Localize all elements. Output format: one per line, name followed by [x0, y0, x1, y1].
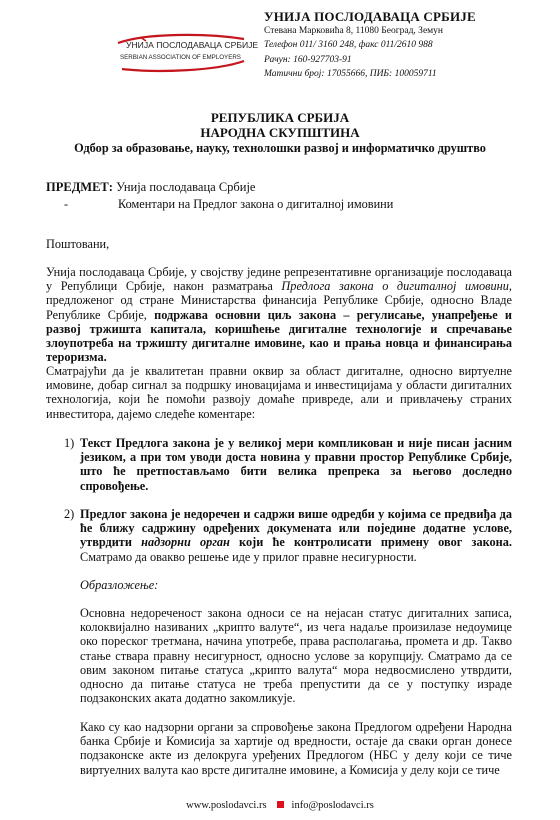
addressee-assembly: НАРОДНА СКУПШТИНА	[200, 125, 360, 140]
subject-title: Коментари на Предлог закона о дигиталној имовини	[118, 197, 394, 211]
org-name: УНИЈА ПОСЛОДАВАЦА СРБИЈЕ	[264, 9, 476, 24]
org-address: Стевана Марковића 8, 11080 Београд, Земун	[264, 26, 444, 37]
list-item-2-bold: Предлог закона је недоречен и садржи више одредби у којима се предвиђа да ће ближу садржину одређених докумената или поједине додатне услове, утврдити	[80, 507, 512, 550]
paragraph-intro	[46, 265, 512, 364]
logo-text-english: SERBIAN ASSOCIATION OF EMPLOYERS	[120, 54, 241, 61]
paragraph-intro-bold: подржава основни циљ закона – регулисање, унапређење и развој тржишта капитала, коришћење дигиталне технологије и спречавање злоупотреба на тржишту дигиталне имовине, као и прања новца и финансирања тероризма.	[46, 307, 513, 365]
list-item-1-number: 1)	[64, 436, 75, 450]
org-phone: Телефон 011/ 3160 248, факс 011/2610 988	[264, 40, 433, 51]
supervisory-body-italic: надзорни орган	[141, 535, 230, 550]
list-item-2-number: 2)	[64, 507, 75, 521]
footer-email[interactable]: info@poslodavci.rs	[291, 800, 374, 811]
greeting: Поштовани,	[46, 237, 110, 251]
list-item-2-bold-2: који ће контролисати примену овог закона.	[229, 535, 512, 550]
addressee-committee: Одбор за образовање, науку, технолошки развој и информатичко друштво	[74, 141, 486, 155]
logo-swoosh-icon	[116, 31, 248, 73]
addressee-republic: РЕПУБЛИКА СРБИЈА	[210, 110, 350, 125]
subject-line	[46, 180, 255, 195]
rationale-label: Образложење:	[80, 578, 159, 592]
logo-text-cyrillic: УНИЈА ПОСЛОДАВАЦА СРБИЈЕ	[126, 40, 259, 50]
red-square-icon	[277, 801, 284, 808]
org-ids: Матични број: 17055666, ПИБ: 100059711	[264, 68, 437, 79]
subject-label: ПРЕДМЕТ:	[46, 180, 113, 194]
organization-logo	[116, 31, 259, 73]
paragraph-context: Сматрајући да је квалитетан правни оквир за област дигиталне, односно виртуелне имовине, добар сигнал за подршку иновацијама и инвестицијама у области дигиталних технологија, који ће помоћи развоју домаће привреде, али и привлачењу страних инвеститора, дајемо следеће коментаре:	[46, 364, 512, 421]
organization-info	[264, 10, 544, 81]
paragraph-intro-text-2: предложеног од стране Министарства финансија Републике Србије, односно Владе Републике Србије,	[46, 293, 512, 322]
paragraph-intro-text: Унија послодаваца Србије, у својству једине репрезентативне организације послодаваца у Републици Србије, након разматрања	[46, 265, 512, 294]
subject-organization: Унија послодаваца Србије	[116, 180, 256, 194]
rationale-paragraph-2: Како су као надзорни органи за спровођење закона Предлогом одређени Народна банка Србије и Комисија за хартије од вредности, остаје да сваки орган донесе подзаконске акте из делокруга уређених Предлогом (НБС у делу који се тиче виртуелних валута као врсте дигиталне имовине, а Комисија у делу који се тиче	[80, 720, 512, 777]
list-item-1: Текст Предлога закона је у великој мери компликован и није писан јасним језиком, а при том уводи доста новина у правни простор Републике Србије, што ће претпостављамо бити велика препрека за његово доследно спровођење.	[80, 436, 512, 493]
footer	[0, 800, 560, 811]
rationale-paragraph-1: Основна недореченост закона односи се на нејасан статус дигиталних записа, колоквијално називаних „крипто валуте“, из чега надаље произилазе недоумице око пореског третмана, начина употребе, права располагања, промета и др. Такво стање ствара правну несигурност, односно услове за корупцију. Сматрамо да се овим законом питање статуса „крипто валута“ мора недвосмислено утврдити, односно да питање статуса не треба препустити да се у поступку израде подзаконских аката додатно закомликује.	[80, 606, 512, 706]
list-item-2-text: Сматрамо да овакво решење иде у прилог правне несигурности.	[80, 549, 417, 564]
list-item-2	[80, 507, 512, 564]
subject-dash: -	[64, 197, 69, 211]
org-account: Рачун: 160-927703-91	[264, 54, 352, 65]
proposal-title-italic: Предлога закона о дигиталној имовини,	[281, 279, 512, 294]
footer-website[interactable]: www.poslodavci.rs	[186, 800, 267, 811]
